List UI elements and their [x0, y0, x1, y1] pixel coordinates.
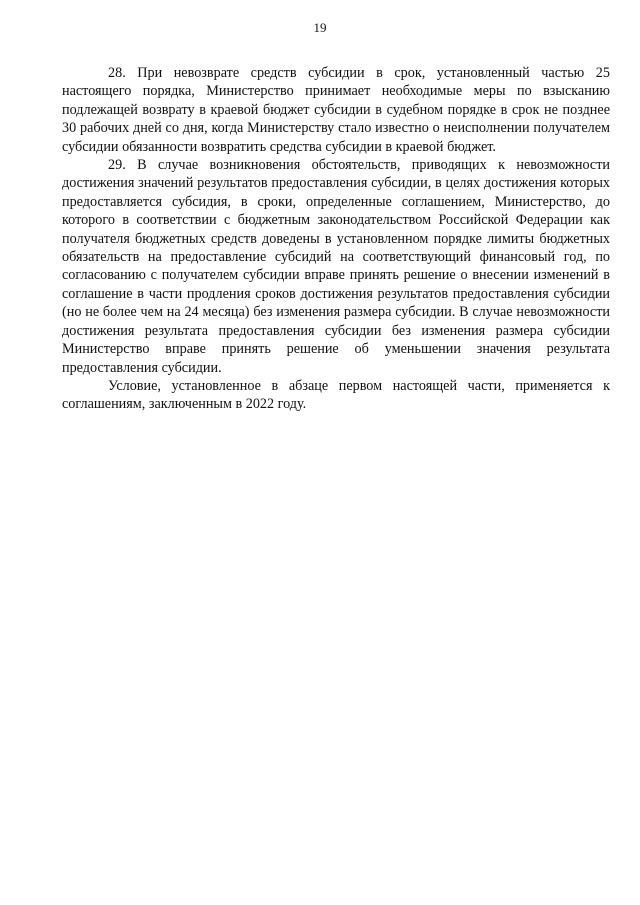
page-number: 19 [313, 20, 327, 35]
paragraph-28: 28. При невозврате средств субсидии в срок, установленный частью 25 настоящего порядка, Министерство принимает необходимые меры по взысканию подлежащей возврату в краевой бюджет субсидии в судебном порядке в срок не позднее 30 рабочих дней со дня, когда Министерству стало известно о неисполнении получателем субсидии обязанности возвратить средства субсидии в краевой бюджет. [62, 65, 610, 155]
paragraph-condition: Условие, установленное в абзаце первом настоящей части, применяется к соглашениям, заключенным в 2022 году. [62, 377, 610, 413]
paragraph-29: 29. В случае возникновения обстоятельств, приводящих к невозможности достижения значений результатов предоставления субсидии, в целях достижения которых предоставляется субсидия, в сроки, определенные соглашением, Министерство, до которого в соответствии с бюджетным законодательством Российской Федерации как получателя бюджетных средств доведены в установленном порядке лимиты бюджетных обязательств на предоставление субсидий на соответствующий финансовый год, по согласованию с получателем субсидии вправе принять решение о внесении изменений в соглашение в части продления сроков достижения результатов предоставления субсидии (но не более чем на 24 месяца) без изменения размера субсидии. В случае невозможности достижения результата предоставления субсидии без изменения размера субсидии Министерство вправе принять решение об уменьшении значения результата предоставления субсидии. [62, 157, 610, 376]
document-body [62, 64, 610, 414]
